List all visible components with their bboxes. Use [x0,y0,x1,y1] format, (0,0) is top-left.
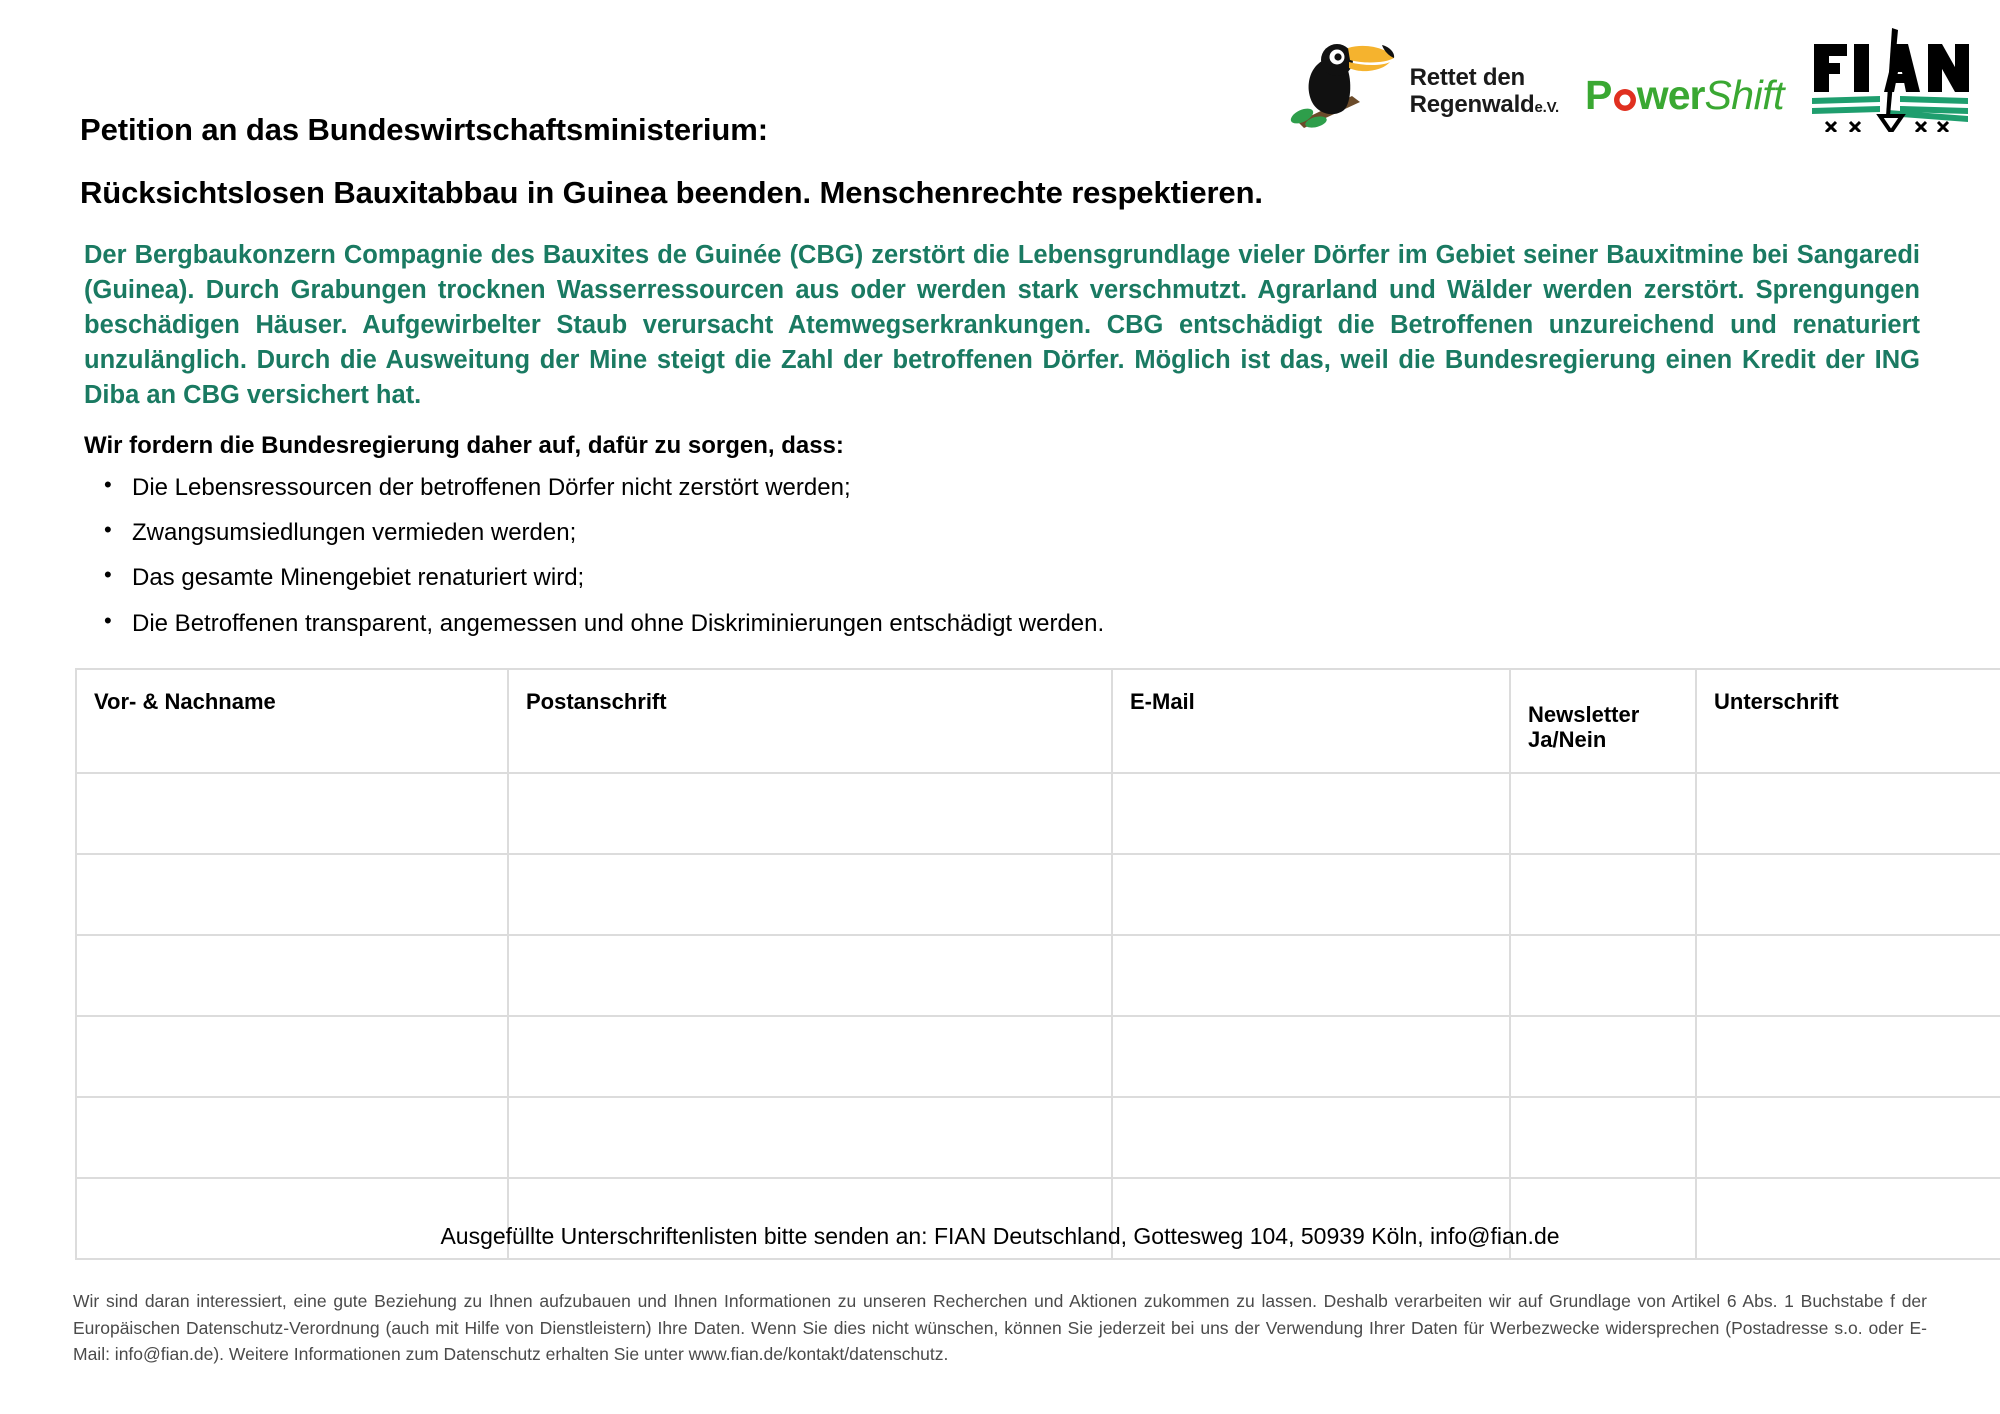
cell-name[interactable] [76,1097,508,1178]
cell-address[interactable] [508,854,1112,935]
list-item-label: Das gesamte Minengebiet renaturiert wird; [132,564,585,592]
table-row [76,773,2000,854]
privacy-notice: Wir sind daran interessiert, eine gute Beziehung zu Ihnen aufzubauen und Ihnen Informationen zu unseren Recherchen und Aktionen zukommen zu lassen. Deshalb verarbeiten wir auf Grundlage von Artikel 6 Abs. 1 Buchstabe f der Europäischen Datenschutz-Verordnung (auch mit Hilfe von Dienstleistern) Ihre Daten. Wenn Sie dies nicht wünschen, können Sie jederzeit bei uns der Verwendung Ihrer Daten für Werbezwecke widersprechen (Postadresse s.o. oder E-Mail: info@fian.de). Weitere Informationen zum Datenschutz erhalten Sie unter www.fian.de/kontakt/datenschutz. [73,1291,1927,1365]
logo-rdr-text [1410,45,1559,119]
logo-fian [1810,28,1970,134]
cell-newsletter[interactable] [1510,854,1696,935]
fian-field-icon [1810,26,1970,137]
logo-rdr-line1: Rettet den [1409,64,1525,92]
cell-email[interactable] [1112,1016,1510,1097]
logo-rettet-den-regenwald [1290,28,1559,136]
newsletter-line1: Newsletter [1528,702,1640,727]
cell-name[interactable] [76,854,508,935]
cell-signature[interactable] [1696,935,2000,1016]
demands-title: Wir fordern die Bundesregierung daher auf, dafür zu sorgen, dass: [84,432,844,459]
logo-rdr-line2: Regenwald [1409,91,1535,118]
cell-address[interactable] [508,1016,1112,1097]
page-title: Petition an das Bundeswirtschaftsministerium: [80,112,768,147]
logo-powershift-word1: P wer [1585,71,1705,118]
list-item [104,607,1584,639]
cell-signature[interactable] [1696,854,2000,935]
cell-newsletter[interactable] [1510,1097,1696,1178]
powershift-o-icon [1611,84,1636,109]
bullet-icon: • [104,562,112,588]
bullet-icon: • [104,472,112,497]
cell-newsletter[interactable] [1510,1016,1696,1097]
logo-powershift-word2: Shift [1704,71,1784,118]
logo-powershift [1585,28,1784,136]
cell-newsletter[interactable] [1510,935,1696,1016]
toucan-icon [1290,30,1400,135]
bullet-icon: • [104,607,112,633]
list-item-label: Die Betroffenen transparent, angemessen und ohne Diskriminierungen entschädigt werden. [132,609,1105,637]
list-item [104,472,1584,503]
cell-email[interactable] [1112,773,1510,854]
demands-list [84,472,1584,653]
column-header-newsletter [1510,669,1696,773]
logo-rdr-suffix: e.V. [1534,99,1560,116]
cell-address[interactable] [508,935,1112,1016]
cell-email[interactable] [1112,1097,1510,1178]
list-item-label: Zwangsumsiedlungen vermieden werden; [132,519,577,547]
cell-signature[interactable] [1696,1097,2000,1178]
intro-paragraph: Der Bergbaukonzern Compagnie des Bauxites de Guinée (CBG) zerstört die Lebensgrundlage vieler Dörfer im Gebiet seiner Bauxitmine bei Sangaredi (Guinea). Durch Grabungen trocknen Wasserressourcen aus oder werden stark verschmutzt. Agrarland und Wälder werden zerstört. Sprengungen beschädigen Häuser. Aufgewirbelter Staub verursacht Atemwegserkrankungen. CBG entschädigt die Betroffenen unzureichend und renaturiert unzulänglich. Durch die Ausweitung der Mine steigt die Zahl der betroffenen Dörfer. Möglich ist das, weil die Bundesregierung einen Kredit der ING Diba an CBG versichert hat. [84,241,1920,410]
table-row [76,854,2000,935]
table-row [76,935,2000,1016]
cell-signature[interactable] [1696,773,2000,854]
newsletter-line2: Ja/Nein [1528,726,1607,752]
table-row [76,1097,2000,1178]
cell-address[interactable] [508,1097,1112,1178]
cell-name[interactable] [76,1016,508,1097]
column-header-name: Vor- & Nachname [76,669,508,773]
signature-table [75,668,2000,1260]
logo-bar [1290,28,1970,136]
cell-address[interactable] [508,773,1112,854]
table-header-row [76,669,2000,773]
column-header-address: Postanschrift [508,669,1112,773]
column-header-email: E-Mail [1112,669,1510,773]
send-instructions: Ausgefüllte Unterschriftenlisten bitte senden an: FIAN Deutschland, Gottesweg 104, 50939 Köln, info@fian.de [440,1223,1560,1249]
cell-newsletter[interactable] [1510,773,1696,854]
list-item [104,562,1584,593]
page-subtitle: Rücksichtslosen Bauxitabbau in Guinea beenden. Menschenrechte respektieren. [80,175,1263,210]
list-item-label: Die Lebensressourcen der betroffenen Dörfer nicht zerstört werden; [132,474,851,501]
table-body [76,773,2000,1259]
cell-name[interactable] [76,935,508,1016]
table-row [76,1016,2000,1097]
cell-email[interactable] [1112,935,1510,1016]
column-header-signature: Unterschrift [1696,669,2000,773]
bullet-icon: • [104,517,112,543]
list-item [104,517,1584,548]
cell-name[interactable] [76,773,508,854]
cell-signature[interactable] [1696,1016,2000,1097]
cell-email[interactable] [1112,854,1510,935]
